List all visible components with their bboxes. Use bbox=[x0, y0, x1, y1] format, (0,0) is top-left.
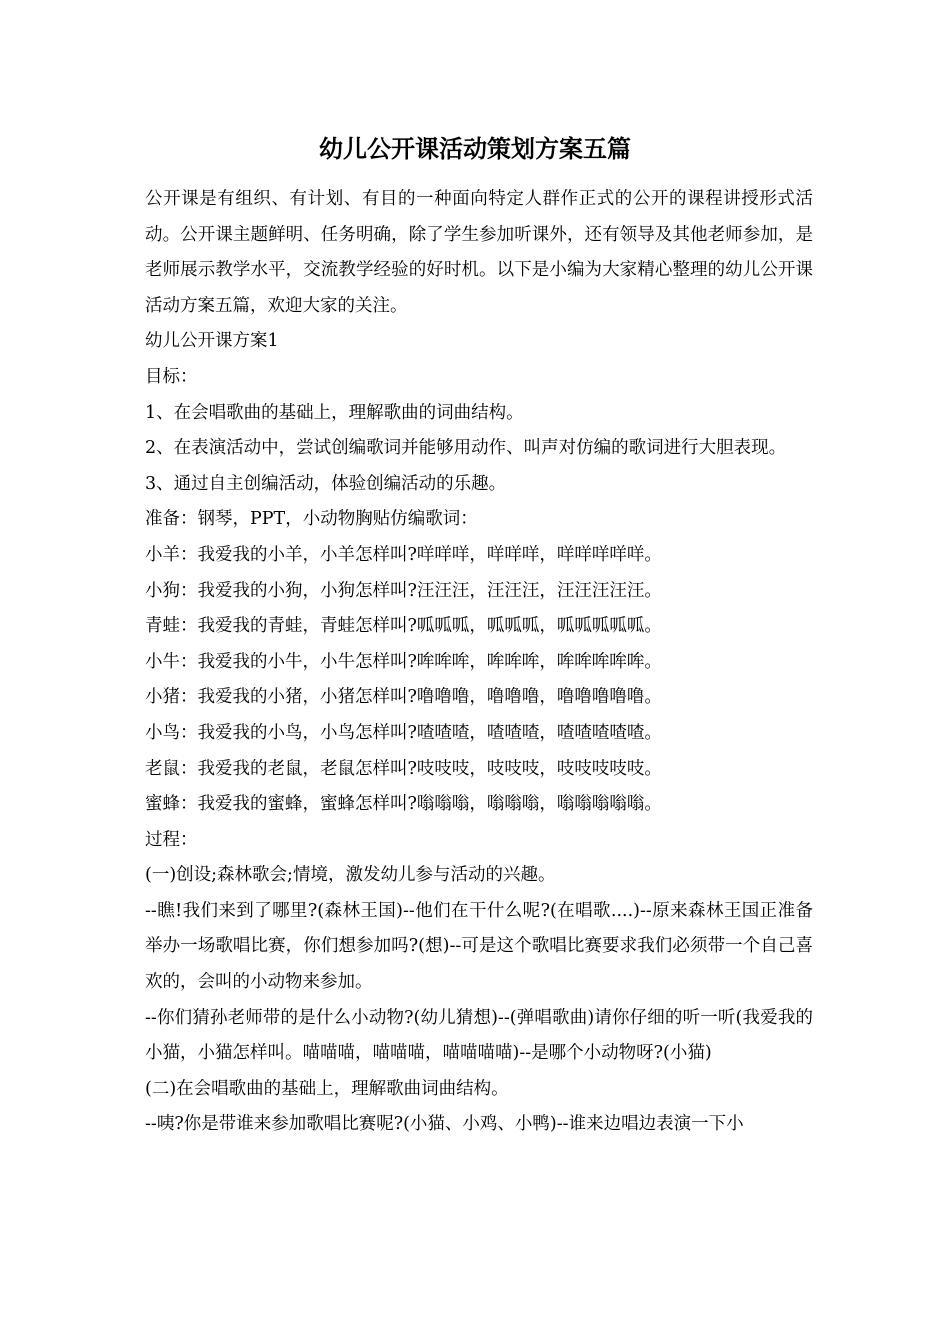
process-paragraph: --瞧!我们来到了哪里?(森林王国)--他们在干什么呢?(在唱歌....)--原来森林王国正准备举办一场歌唱比赛，你们想参加吗?(想)--可是这个歌唱比赛要求我们必须带一个自己喜欢的，会叫的小动物来参加。 bbox=[145, 900, 813, 993]
goals-label: 目标： bbox=[145, 366, 198, 387]
document-title: 幼儿公开课活动策划方案五篇 bbox=[319, 134, 631, 163]
goal-item: 3、通过自主创编活动，体验创编活动的乐趣。 bbox=[145, 473, 507, 494]
process-step-heading: (一)创设;森林歌会;情境，激发幼儿参与活动的兴趣。 bbox=[145, 865, 556, 886]
lyric-line: 小牛：我爱我的小牛，小牛怎样叫?哞哞哞，哞哞哞，哞哞哞哞哞。 bbox=[145, 651, 662, 672]
goal-item: 1、在会唱歌曲的基础上，理解歌曲的词曲结构。 bbox=[145, 402, 524, 423]
lyric-line: 青蛙：我爱我的青蛙，青蛙怎样叫?呱呱呱，呱呱呱，呱呱呱呱呱。 bbox=[145, 616, 662, 637]
section-heading: 幼儿公开课方案1 bbox=[145, 331, 279, 352]
lyric-line: 小狗：我爱我的小狗，小狗怎样叫?汪汪汪，汪汪汪，汪汪汪汪汪。 bbox=[145, 580, 662, 601]
intro-paragraph: 公开课是有组织、有计划、有目的一种面向特定人群作正式的公开的课程讲授形式活动。公开课主题鲜明、任务明确，除了学生参加听课外，还有领导及其他老师参加，是老师展示教学水平，交流教学经验的好时机。以下是小编为大家精心整理的幼儿公开课活动方案五篇，欢迎大家的关注。 bbox=[145, 189, 813, 316]
process-label: 过程： bbox=[145, 829, 198, 850]
process-paragraph: --咦?你是带谁来参加歌唱比赛呢?(小猫、小鸡、小鸭)--谁来边唱边表演一下小 bbox=[145, 1114, 744, 1135]
goal-item: 2、在表演活动中，尝试创编歌词并能够用动作、叫声对仿编的歌词进行大胆表现。 bbox=[145, 438, 787, 459]
lyric-line: 小羊：我爱我的小羊，小羊怎样叫?咩咩咩，咩咩咩，咩咩咩咩咩。 bbox=[145, 544, 662, 565]
document-body bbox=[145, 182, 813, 1143]
lyric-line: 小猪：我爱我的小猪，小猪怎样叫?噜噜噜，噜噜噜，噜噜噜噜噜。 bbox=[145, 687, 662, 708]
process-step-heading: (二)在会唱歌曲的基础上，理解歌曲词曲结构。 bbox=[145, 1078, 509, 1099]
preparation-line: 准备：钢琴，PPT，小动物胸贴仿编歌词： bbox=[145, 509, 478, 530]
process-paragraph: --你们猜孙老师带的是什么小动物?(幼儿猜想)--(弹唱歌曲)请你仔细的听一听(我爱我的小猫，小猫怎样叫。喵喵喵，喵喵喵，喵喵喵喵)--是哪个小动物呀?(小猫) bbox=[145, 1007, 813, 1064]
lyric-line: 蜜蜂：我爱我的蜜蜂，蜜蜂怎样叫?嗡嗡嗡，嗡嗡嗡，嗡嗡嗡嗡嗡。 bbox=[145, 794, 662, 815]
lyric-line: 小鸟：我爱我的小鸟，小鸟怎样叫?喳喳喳，喳喳喳，喳喳喳喳喳。 bbox=[145, 722, 662, 743]
lyric-line: 老鼠：我爱我的老鼠，老鼠怎样叫?吱吱吱，吱吱吱，吱吱吱吱吱。 bbox=[145, 758, 662, 779]
